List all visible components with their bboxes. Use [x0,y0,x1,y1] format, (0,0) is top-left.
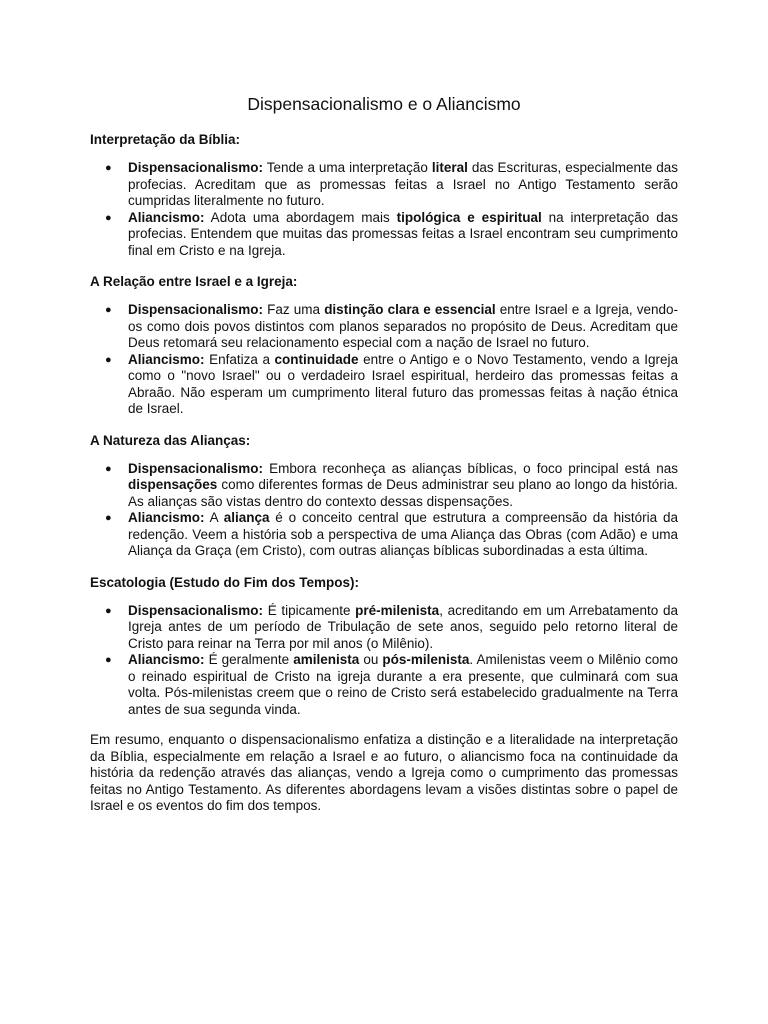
item-text: . Amilenistas veem o Milênio como o reinado espiritual de Cristo na igreja durante a era presente, que culminará com sua volta. Pós-milenistas creem que o reino de Cristo será estabelecido gradualmente na Terra antes de sua segunda vinda. [128,652,678,717]
bullet-icon: ● [105,604,112,617]
section-heading: Interpretação da Bíblia: [90,132,241,147]
item-emphasis: aliança [223,510,270,525]
item-text: Tende a uma interpretação [263,160,432,175]
item-term: Aliancismo: [128,510,205,525]
item-term: Aliancismo: [128,652,205,667]
item-term: Dispensacionalismo: [128,460,264,476]
item-text: como diferentes formas de Deus administrar seu plano ao longo da história. As alianças são vistas dentro do contexto dessas dispensações. [128,477,678,509]
list-item [90,210,678,260]
item-text: , acreditando em um Arrebatamento da Igreja antes de um período de Tribulação de sete anos, seguido pelo retorno literal de Cristo para reinar na Terra por mil anos (o Milênio). [128,602,678,651]
item-emphasis: distinção clara e essencial [324,302,496,317]
bullet-icon: ● [105,304,112,316]
bullet-list [90,302,678,418]
item-text: É geralmente [204,652,294,667]
item-term: Aliancismo: [128,209,205,225]
item-emphasis: amilenista [293,652,360,667]
list-item [90,160,678,210]
bullet-list [90,461,678,560]
section-heading: A Relação entre Israel e a Igreja: [90,274,298,289]
item-emphasis: tipológica e espiritual [396,209,542,225]
bullet-icon: ● [105,654,112,666]
item-text: ou [359,652,383,667]
bullet-icon: ● [105,162,112,174]
list-item [90,603,678,653]
section-heading: A Natureza das Alianças: [90,432,251,448]
item-emphasis: pós-milenista [382,652,470,667]
item-text: entre o Antigo e o Novo Testamento, vendo a Igreja como o "novo Israel" ou o verdadeiro Israel espiritual, herdeiro das promessas feitas a Abraão. Não esperam um cumprimento literal futuro das promessas feitas à nação étnica de Israel. [128,351,678,416]
item-text: Enfatiza a [204,351,275,367]
bullet-icon: ● [105,211,112,224]
item-term: Aliancismo: [128,351,205,367]
summary-paragraph: Em resumo, enquanto o dispensacionalismo enfatiza a distinção e a literalidade na interpretação da Bíblia, especialmente em relação a Israel e ao futuro, o aliancismo foca na continuidade da história da redenção através das alianças, vendo a Igreja como o cumprimento das promessas feitas no Antigo Testamento. As diferentes abordagens levam a visões distintas sobre o papel de Israel e os eventos do fim dos tempos. [90,732,678,813]
item-text: entre Israel e a Igreja, vendo-os como dois povos distintos com planos separados no propósito de Deus. Acreditam que Deus retomará seu relacionamento especial com a nação de Israel no futuro. [128,302,678,350]
bullet-icon: ● [105,512,112,524]
item-text: na interpretação das profecias. Entendem que muitas das promessas feitas a Israel encontram seu cumprimento final em Cristo e na Igreja. [128,209,678,258]
bullet-icon: ● [105,462,112,475]
item-text: é o conceito central que estrutura a compreensão da história da redenção. Veem a história sob a perspectiva de uma Aliança das Obras (com Adão) e uma Aliança da Graça (em Cristo), com outras alianças bíblicas subordinadas a esta última. [128,510,678,558]
bullet-list [90,160,678,259]
item-text: Adota uma abordagem mais [204,209,397,225]
item-term: Dispensacionalismo: [128,160,264,175]
sections-container [90,131,678,718]
list-item [90,461,678,511]
item-emphasis: dispensações [128,477,218,492]
item-text: Embora reconheça as alianças bíblicas, o foco principal está nas [263,460,678,476]
list-item [90,302,678,352]
item-emphasis: literal [431,160,468,175]
item-term: Dispensacionalismo: [128,602,264,618]
document-title: Dispensacionalismo e o Aliancismo [247,94,521,114]
list-item [90,652,678,718]
list-item [90,352,678,418]
item-text: Faz uma [263,302,325,317]
item-text: A [204,510,224,525]
item-text: É tipicamente [263,602,356,618]
item-emphasis: continuidade [274,351,359,367]
item-term: Dispensacionalismo: [128,302,264,317]
list-item [90,510,678,560]
item-emphasis: pré-milenista [355,602,440,618]
section-heading: Escatologia (Estudo do Fim dos Tempos): [90,574,360,590]
bullet-icon: ● [105,353,112,366]
bullet-list [90,603,678,719]
item-text: das Escrituras, especialmente das profecias. Acreditam que as promessas feitas a Israel no Antigo Testamento serão cumpridas literalmente no futuro. [128,160,678,208]
